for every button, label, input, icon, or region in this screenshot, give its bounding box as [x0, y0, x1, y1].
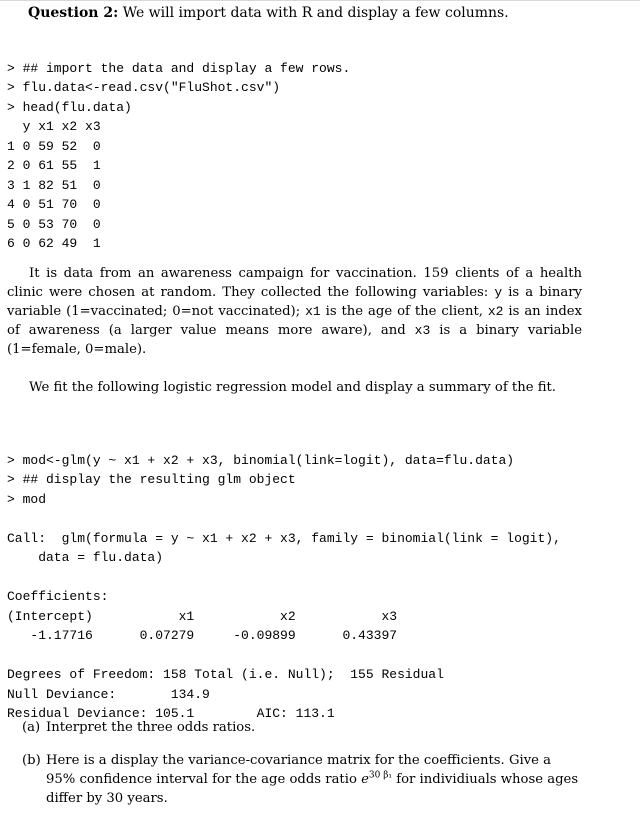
output-line — [7, 568, 561, 588]
question-text: We will import data with R and display a few columns. — [118, 5, 509, 21]
output-line: data = flu.data) — [7, 550, 164, 565]
part-a-text: Interpret the three odds ratios. — [46, 720, 256, 735]
top-rule — [0, 0, 640, 1]
code-line: > flu.data<-read.csv("FluShot.csv") — [7, 80, 281, 95]
output-line — [7, 646, 561, 666]
part-b-text — [46, 751, 584, 808]
var-x3: x3 — [414, 323, 431, 338]
code-line: > ## display the resulting glm object — [7, 472, 296, 487]
output-line: 2 0 61 55 1 — [7, 158, 101, 173]
code-line: > mod — [7, 491, 47, 507]
output-line: 6 0 62 49 1 — [7, 236, 101, 251]
output-line: -1.17716 0.07279 -0.09899 0.43397 — [7, 628, 398, 643]
question-label: Question 2: — [28, 5, 119, 21]
part-a — [22, 718, 584, 737]
code-block-import — [7, 39, 350, 273]
description-paragraph — [7, 264, 582, 359]
output-line: Call: glm(formula = y ~ x1 + x2 + x3, family = binomial(link = logit), — [7, 530, 561, 546]
math-exponent: 30 β₁ — [368, 770, 393, 781]
para-text: is a binary variable (1=vaccinated; 0=not vaccinated); — [7, 285, 582, 319]
part-b-text-1: Here is a display the variance-covariance matrix for the coefficients. Give a 95% confidence interval for the age odds ratio — [46, 753, 552, 787]
part-b-label: (b) — [22, 753, 41, 768]
para-text: It is data from an awareness campaign for vaccination. 159 clients of a health clinic were chosen at random. They collected the following variables: — [7, 266, 582, 300]
output-line: Degrees of Freedom: 158 Total (i.e. Null); 155 Residual — [7, 667, 444, 682]
para-text: is a binary variable (1=female, 0=male). — [7, 323, 583, 357]
var-x2: x2 — [487, 304, 504, 319]
output-line: y x1 x2 x3 — [7, 119, 101, 134]
var-x1: x1 — [305, 304, 321, 319]
output-line: Residual Deviance: 105.1 AIC: 113.1 — [7, 706, 335, 721]
output-line: 3 1 82 51 0 — [7, 177, 101, 193]
part-b — [22, 751, 584, 808]
model-intro-paragraph: We fit the following logistic regression model and display a summary of the fit. — [29, 380, 556, 395]
code-block-glm-output — [7, 509, 561, 743]
output-line: 1 0 59 52 0 — [7, 138, 101, 154]
part-b-text-2: for individiuals whose ages differ by 30 years. — [46, 772, 579, 806]
output-line: 5 0 53 70 0 — [7, 216, 101, 232]
code-line: > head(flu.data) — [7, 99, 132, 115]
var-y: y — [494, 285, 503, 300]
para-text: is the age of the client, — [320, 304, 488, 319]
math-e: e — [361, 772, 369, 787]
code-line: > ## import the data and display a few rows. — [7, 60, 351, 76]
output-line: Null Deviance: 134.9 — [7, 686, 210, 702]
para-text: is an index of awareness (a larger value means more aware), and — [7, 304, 582, 338]
part-a-label: (a) — [22, 720, 41, 735]
question-heading — [28, 5, 509, 21]
output-line: 4 0 51 70 0 — [7, 197, 101, 212]
output-line: Coefficients: — [7, 589, 109, 604]
code-line: > mod<-glm(y ~ x1 + x2 + x3, binomial(link=logit), data=flu.data) — [7, 452, 515, 468]
output-line: (Intercept) x1 x2 x3 — [7, 608, 398, 624]
